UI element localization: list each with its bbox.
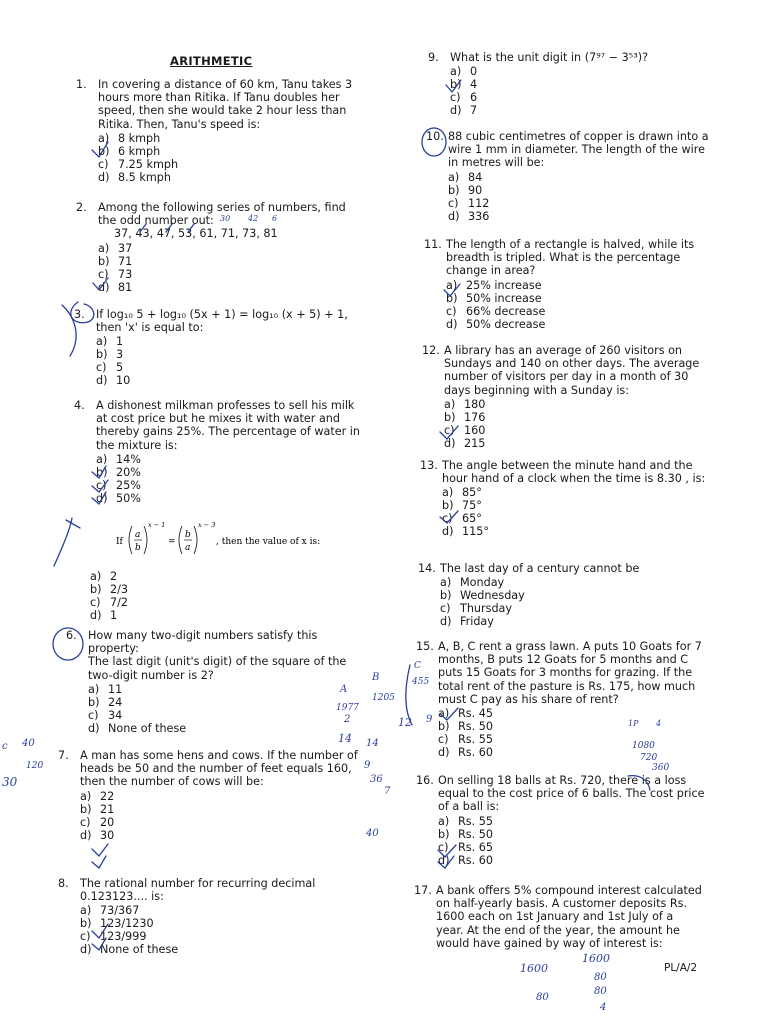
q2-option-c: 73 [118, 267, 133, 281]
question-6-stem: How many two-digit numbers satisfy this property: [88, 629, 318, 656]
q16-option-d: Rs. 60 [458, 853, 493, 867]
question-6-stem-2: The last digit (unit's digit) of the square of the two-digit number is 2? [88, 655, 347, 682]
q14-option-d: Friday [460, 615, 494, 629]
q5-option-b: 2/3 [110, 583, 129, 596]
question-13-stem: The angle between the minute hand and the hour hand of a clock when the time is 8.30 , is: [442, 459, 706, 486]
question-13: 13. The angle between the minute hand and the hour hand of a clock when the time is 8.30 , is: a) 85° b) 75° c) 65° d) 115° [420, 459, 706, 539]
question-3-stem: If log₁₀ 5 + log₁₀ (5x + 1) = log₁₀ (x + 5) + 1, then 'x' is equal to: [96, 308, 348, 335]
svg-text:, then the value of x is:: , then the value of x is: [216, 537, 321, 547]
q9-option-d: 7 [470, 104, 478, 118]
margin-label-a: A [340, 684, 348, 695]
margin-col-2: 14 [338, 732, 352, 745]
q15-work-1: 1P [628, 719, 639, 728]
question-10: 10. 88 cubic centimetres of copper is drawn into a wire 1 mm in diameter. The length of the wire in metres will be: a) 84 b) 90 c) 112 d) 336 [426, 130, 709, 223]
q9-option-b: 4 [470, 78, 478, 92]
question-15-stem: A, B, C rent a grass lawn. A puts 10 Goats for 7 months, B puts 12 Goats for 5 months and C puts 15 Goats for 3 months for grazing. If the total rent of the pasture is Rs. 175, how much must C pay as his share of rent? [438, 640, 702, 706]
margin-col2-4: 7 [384, 786, 391, 797]
q15-work-3: 1080 [632, 741, 655, 751]
q4-option-a: 14% [116, 452, 141, 466]
bottom-work-1: 1600 [520, 962, 548, 975]
q8-option-b: 123/1230 [100, 917, 154, 931]
margin-num-3: 455 [412, 677, 430, 687]
question-8: 8. The rational number for recurring decimal 0.123123.... is: a) 73/367 b) 123/1230 c) 123/999 d) None of these [58, 877, 316, 957]
margin-col-4: 9 [426, 714, 433, 725]
q2-option-a: 37 [118, 241, 133, 255]
q12-option-d: 215 [464, 436, 486, 450]
q11-option-a: 25% increase [466, 278, 542, 292]
q12-option-c: 160 [464, 423, 486, 437]
question-1-stem: In covering a distance of 60 km, Tanu takes 3 hours more than Ritika. If Tanu doubles her speed, then she would take 2 hour less than Ritika. Then, Tanu's speed is: [98, 78, 353, 131]
q7-option-d: 30 [100, 828, 115, 842]
svg-text:=: = [168, 537, 176, 547]
question-1: 1. In covering a distance of 60 km, Tanu takes 3 hours more than Ritika. If Tanu doubles her speed, then she would take 2 hour less than Ritika. Then, Tanu's speed is: a) 8 kmph b) 6 kmph c) 7.25 kmph d) 8.5 kmph [76, 78, 353, 184]
question-5-options: a) 2 b) 2/3 c) 7/2 d) 1 [90, 570, 129, 622]
q6-option-a: 11 [108, 682, 123, 696]
left-margin-c: c [2, 741, 8, 752]
question-17-stem: A bank offers 5% compound interest calculated on half-yearly basis. A customer deposits Rs. 1600 each on 1st January and 1st July of a year. At the end of the year, the amount he would have gained by way of interest is: [436, 884, 702, 950]
page-title: ARITHMETIC [170, 54, 253, 68]
q7-option-c: 20 [100, 815, 115, 829]
q3-option-d: 10 [116, 374, 131, 388]
svg-text:a: a [135, 530, 141, 540]
q2-mark-3: 6 [272, 214, 278, 223]
formula-prefix: If [116, 537, 123, 547]
svg-text:b: b [135, 543, 141, 553]
q8-option-a: 73/367 [100, 904, 140, 918]
q13-option-b: 75° [462, 499, 482, 513]
question-9-stem: What is the unit digit in (7⁹⁷ − 3⁵³)? [450, 51, 649, 64]
q5-option-d: 1 [110, 609, 118, 622]
question-17: 17. A bank offers 5% compound interest calculated on half-yearly basis. A customer deposits Rs. 1600 each on 1st January and 1st July of a year. At the end of the year, the amount he would have gained by way of interest is: [414, 884, 702, 950]
q6-option-c: 34 [108, 708, 123, 722]
q9-option-c: 6 [470, 91, 478, 105]
q7-option-a: 22 [100, 789, 115, 803]
bottom-work-3: 80 [536, 992, 549, 1003]
question-11: 11. The length of a rectangle is halved, while its breadth is tripled. What is the percentage change in area? a) 25% increase b) 50% increase c) 66% decrease d) 50% decrease [424, 238, 695, 331]
question-3: 3. If log₁₀ 5 + log₁₀ (5x + 1) = log₁₀ (x + 5) + 1, then 'x' is equal to: a) 1 b) 3 c) 5 d) 10 [74, 308, 348, 388]
question-16: 16. On selling 18 balls at Rs. 720, there is a loss equal to the cost price of 6 balls. The cost price of a ball is: a) Rs. 55 b) Rs. 50 c) Rs. 65 d) Rs. 60 [416, 774, 705, 867]
q5-option-c: 7/2 [110, 596, 129, 609]
q2-mark-2: 42 [248, 214, 259, 223]
q10-option-b: 90 [468, 183, 483, 197]
tick-mark-q7 [92, 844, 108, 868]
q1-option-c: 7.25 kmph [118, 157, 179, 171]
q16-option-c: Rs. 65 [458, 840, 493, 854]
question-7-stem: A man has some hens and cows. If the number of heads be 50 and the number of feet equals 160, then the number of cows will be: [80, 749, 358, 789]
bottom-work-4: 80 [594, 972, 607, 983]
question-7: 7. A man has some hens and cows. If the number of heads be 50 and the number of feet equals 160, then the number of cows will be: a) 22 b) 21 c) 20 d) 30 [58, 749, 358, 842]
q16-option-a: Rs. 55 [458, 814, 493, 828]
svg-text:a: a [185, 543, 191, 553]
q13-option-c: 65° [462, 512, 482, 526]
q4-option-b: 20% [116, 465, 141, 479]
question-14: 14. The last day of a century cannot be a) Monday b) Wednesday c) Thursday d) Friday [418, 562, 640, 629]
question-12: 12. A library has an average of 260 visitors on Sundays and 140 on other days. The average number of visitors per day in a month of 30 days beginning with a Sunday is: a) 180 b) 176 c) 160 d) 215 [422, 344, 700, 450]
q7-option-b: 21 [100, 802, 115, 816]
q10-option-d: 336 [468, 209, 490, 223]
question-15: 15. A, B, C rent a grass lawn. A puts 10 Goats for 7 months, B puts 12 Goats for 5 months and C puts 15 Goats for 3 months for grazing. If the total rent of the pasture is Rs. 175, how much must C pay as his share of rent? a) Rs. 45 b) Rs. 50 c) Rs. 55 d) Rs. 60 [416, 640, 702, 760]
margin-col-3: 12 [398, 716, 412, 729]
left-margin-40: 40 [22, 738, 35, 749]
question-10-stem: 88 cubic centimetres of copper is drawn into a wire 1 mm in diameter. The length of the wire in metres will be: [448, 130, 709, 170]
left-margin-30: 30 [2, 775, 18, 789]
q13-option-a: 85° [462, 486, 482, 500]
question-5-formula [112, 518, 352, 558]
q4-option-d: 50% [116, 491, 141, 505]
margin-col-1: 2 [344, 714, 351, 725]
q3-option-a: 1 [116, 335, 124, 349]
svg-text:x − 1: x − 1 [148, 521, 166, 529]
bottom-work-2: 1600 [582, 952, 610, 965]
q3-option-b: 3 [116, 348, 124, 362]
q14-option-a: Monday [460, 576, 505, 590]
q2-option-d: 81 [118, 280, 133, 294]
bottom-work-5: 80 [594, 986, 607, 997]
question-4: 4. A dishonest milkman professes to sell his milk at cost price but he mixes it with water and thereby gains 25%. The percentage of water in the mixture is: a) 14% b) 20% c) 25% d) 50% [74, 399, 360, 505]
q13-option-d: 115° [462, 525, 489, 539]
q15-work-5: 360 [652, 763, 670, 773]
question-8-stem: The rational number for recurring decimal 0.123123.... is: [80, 877, 316, 904]
q6-option-b: 24 [108, 695, 123, 709]
bottom-work-6: 4 [600, 1002, 607, 1013]
margin-col2-2: 9 [364, 760, 371, 771]
margin-40: 40 [366, 828, 379, 839]
q10-option-c: 112 [468, 196, 490, 210]
margin-num-2: 1205 [372, 693, 395, 703]
q2-mark-1: 30 [220, 214, 231, 223]
question-6: 6. How many two-digit numbers satisfy this property: The last digit (unit's digit) of the square of the two-digit number is 2? a) 11 b) 24 c) 34 d) None of these [66, 629, 362, 735]
q16-option-b: Rs. 50 [458, 827, 493, 841]
left-margin-120: 120 [26, 761, 44, 771]
q15-option-a: Rs. 45 [458, 707, 493, 721]
q6-option-d: None of these [108, 721, 187, 735]
question-mark-q5 [54, 518, 72, 566]
q8-option-d: None of these [100, 943, 179, 957]
q11-option-c: 66% decrease [466, 304, 546, 318]
q15-work-2: 4 [656, 719, 662, 728]
q14-option-c: Thursday [460, 602, 513, 616]
q15-work-4: 720 [640, 753, 658, 763]
exponent-equation [112, 518, 352, 562]
q2-option-b: 71 [118, 254, 133, 268]
question-12-stem: A library has an average of 260 visitors on Sundays and 140 on other days. The average number of visitors per day in a month of 30 days beginning with a Sunday is: [444, 344, 700, 397]
q5-option-a: 2 [110, 570, 118, 583]
q9-option-a: 0 [470, 65, 478, 79]
margin-label-b: B [372, 672, 380, 683]
q1-option-d: 8.5 kmph [118, 170, 171, 184]
footer-code: PL/A/2 [664, 962, 698, 974]
q3-option-c: 5 [116, 361, 124, 375]
svg-text:b: b [185, 530, 191, 540]
margin-col2-1: 14 [366, 738, 379, 749]
q11-option-d: 50% decrease [466, 317, 546, 331]
q11-option-b: 50% increase [466, 291, 542, 305]
q2-series: 37, 43, 47, 53, 61, 71, 73, 81 [114, 227, 278, 241]
q1-option-b: 6 kmph [118, 144, 161, 158]
q15-option-b: Rs. 50 [458, 720, 493, 734]
question-11-stem: The length of a rectangle is halved, while its breadth is tripled. What is the percentage change in area? [446, 238, 695, 278]
q4-option-c: 25% [116, 478, 141, 492]
question-9: 9. What is the unit digit in (7⁹⁷ − 3⁵³)? a) 0 b) 4 c) 6 d) 7 [428, 51, 649, 118]
q12-option-b: 176 [464, 410, 486, 424]
margin-label-c: C [414, 661, 421, 671]
q15-option-c: Rs. 55 [458, 733, 493, 747]
question-2: 2. Among the following series of numbers, find the odd number out: 37, 43, 47, 53, 61, 71, 73, 81 a) 37 b) 71 c) 73 d) 81 [76, 201, 366, 294]
margin-col2-3: 36 [370, 774, 383, 785]
question-14-stem: The last day of a century cannot be [440, 562, 640, 575]
question-16-stem: On selling 18 balls at Rs. 720, there is a loss equal to the cost price of 6 balls. The cost price of a ball is: [438, 774, 705, 814]
margin-num-1: 1977 [336, 703, 359, 713]
q10-option-a: 84 [468, 170, 483, 184]
q8-option-c: 123/999 [100, 930, 147, 944]
q12-option-a: 180 [464, 397, 486, 411]
question-4-stem: A dishonest milkman professes to sell his milk at cost price but he mixes it with water and thereby gains 25%. The percentage of water in the mixture is: [96, 399, 360, 452]
question-2-stem: Among the following series of numbers, find the odd number out: [98, 201, 346, 228]
svg-text:x − 3: x − 3 [198, 521, 216, 529]
q1-option-a: 8 kmph [118, 131, 161, 145]
q14-option-b: Wednesday [460, 589, 525, 603]
q15-option-d: Rs. 60 [458, 746, 493, 760]
